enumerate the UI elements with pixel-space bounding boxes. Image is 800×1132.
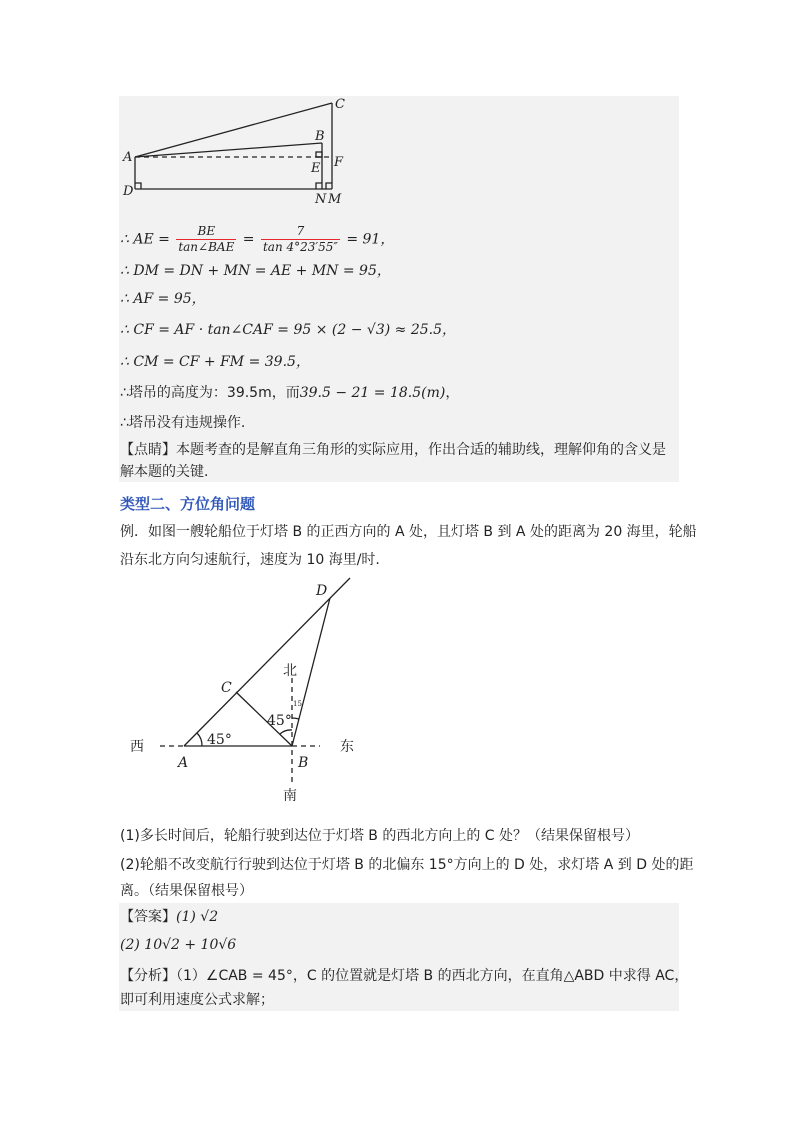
step-3: ∴ AF = 95， (120, 291, 206, 307)
figure-bearing (120, 570, 380, 805)
question-2-line-2: 离。（结果保留根号） (120, 883, 253, 899)
step-1: ∴ AE = $\frac{BE}{\text{tan∠BAE}}$ = $\frac{7}{\tan 4^\circ 23'55''}$ = 91， (120, 224, 395, 254)
label-c: C (335, 97, 345, 112)
step-4: ∴ CF = AF · tan∠CAF = 95 × (2 − √3) ≈ 25.5， (120, 322, 457, 338)
line-bd (292, 598, 330, 746)
step-2: ∴ DM = DN + MN = AE + MN = 95， (120, 263, 391, 279)
angle-c-label: 45° (267, 713, 292, 729)
right-angle-n (316, 183, 322, 189)
figure-tower-crane (119, 96, 359, 206)
east-label: 东 (340, 739, 354, 755)
label-m: M (328, 192, 342, 206)
west-label: 西 (130, 739, 144, 755)
angle-a-label: 45° (207, 732, 232, 748)
north-label: 北 (283, 663, 297, 679)
south-label: 南 (283, 788, 297, 804)
right-angle-m (326, 183, 332, 189)
answer-line-2: (2) 10√2 + 10√6 (120, 937, 237, 953)
example-line-2: 沿东北方向匀速航行，速度为 10 海里/时. (120, 552, 380, 568)
label-b: B (315, 129, 325, 144)
question-2-line-1: (2)轮船不改变航行行驶到达位于灯塔 B 的北偏东 15°方向上的 D 处，求灯塔 A 到 D 处的距 (120, 857, 694, 873)
label-c: C (221, 680, 232, 696)
comment-line-2: 解本题的关键. (120, 464, 209, 480)
analysis-line-1: 【分析】（1）∠CAB = 45°，C 的位置就是灯塔 B 的西北方向，在直角△ABD 中求得 AC， (120, 968, 689, 984)
arc-b-45 (280, 730, 292, 734)
label-d: D (123, 184, 134, 199)
answer-line-1: 【答案】(1) √2 (120, 909, 219, 925)
label-a: A (178, 755, 189, 771)
arc-b-15 (292, 718, 299, 719)
label-d: D (316, 583, 328, 599)
section-title: 类型二、方位角问题 (120, 495, 256, 513)
line-ab (135, 143, 322, 157)
step-5: ∴ CM = CF + FM = 39.5， (120, 354, 310, 370)
comment-line-1: 【点睛】本题考查的是解直角三角形的实际应用，作出合适的辅助线，理解仰角的含义是 (120, 442, 666, 458)
label-f: F (334, 155, 344, 170)
arc-a (197, 733, 202, 746)
angle-15-label: 15 (293, 700, 302, 708)
question-1: (1)多长时间后，轮船行驶到达位于灯塔 B 的西北方向上的 C 处？（结果保留根号） (120, 828, 640, 844)
label-b: B (298, 755, 309, 771)
right-angle-e (316, 152, 322, 157)
line-ac (135, 103, 332, 157)
label-e: E (311, 161, 321, 176)
step-7: ∴塔吊没有违规操作. (120, 415, 246, 431)
example-line-1: 例．如图一艘轮船位于灯塔 B 的正西方向的 A 处，且灯塔 B 到 A 处的距离为 20 海里，轮船 (120, 524, 697, 540)
right-angle-d (135, 183, 141, 189)
analysis-line-2: 即可利用速度公式求解； (120, 992, 274, 1008)
step-6: ∴塔吊的高度为：39.5m，而39.5 − 21 = 18.5(m)， (120, 385, 460, 401)
label-a: A (123, 150, 133, 165)
label-n: N (315, 192, 327, 206)
